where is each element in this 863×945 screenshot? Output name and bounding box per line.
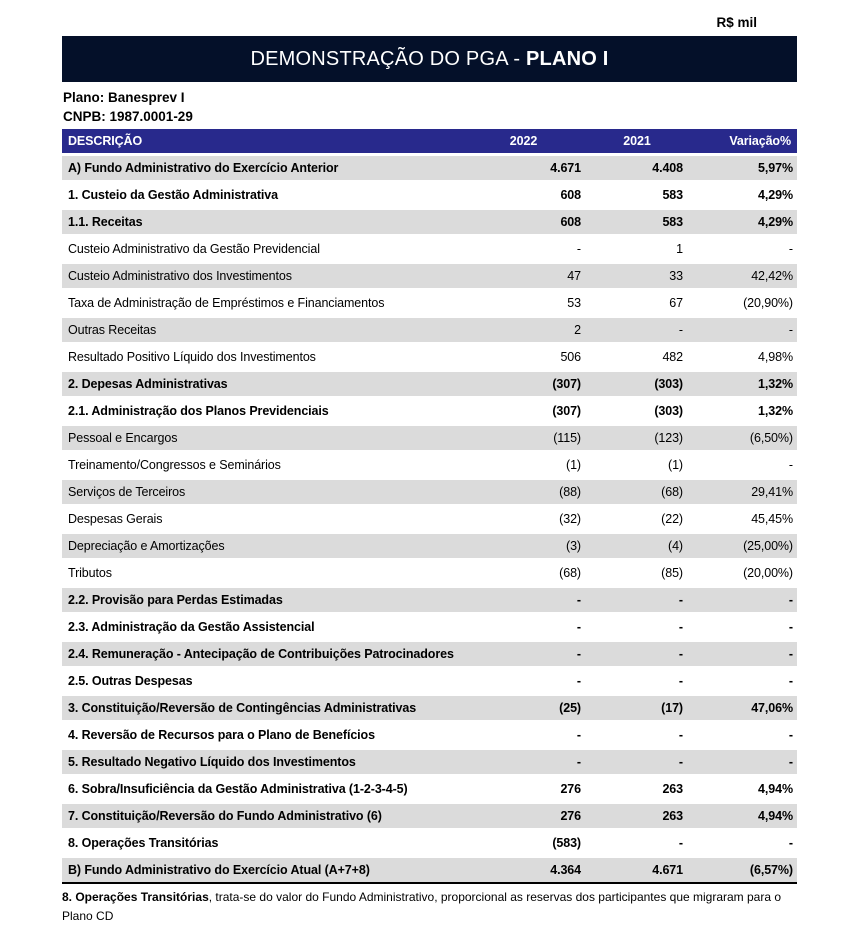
row-variation: -: [687, 641, 797, 668]
cnpb-line: CNPB: 1987.0001-29: [63, 109, 193, 124]
row-variation: -: [687, 830, 797, 857]
row-variation: (6,57%): [687, 857, 797, 884]
row-description: A) Fundo Administrativo do Exercício Anterior: [62, 155, 460, 182]
table-row: [62, 506, 797, 533]
table-row: [62, 560, 797, 587]
row-value-2022: -: [460, 749, 585, 776]
row-value-2022: 608: [460, 209, 585, 236]
row-variation: -: [687, 452, 797, 479]
row-description: 2.5. Outras Despesas: [62, 668, 460, 695]
table-body: [62, 155, 797, 884]
row-description: 2. Depesas Administrativas: [62, 371, 460, 398]
table-row: [62, 398, 797, 425]
table-row: [62, 722, 797, 749]
column-header-description: DESCRIÇÃO: [62, 129, 460, 155]
row-description: Taxa de Administração de Empréstimos e Financiamentos: [62, 290, 460, 317]
row-value-2021: (85): [585, 560, 687, 587]
row-value-2022: -: [460, 641, 585, 668]
row-variation: 45,45%: [687, 506, 797, 533]
row-variation: 5,97%: [687, 155, 797, 182]
table-row: [62, 479, 797, 506]
row-description: 1. Custeio da Gestão Administrativa: [62, 182, 460, 209]
row-value-2022: 2: [460, 317, 585, 344]
table-row: [62, 533, 797, 560]
row-value-2022: (307): [460, 371, 585, 398]
row-description: Custeio Administrativo da Gestão Previdencial: [62, 236, 460, 263]
row-value-2022: (32): [460, 506, 585, 533]
row-value-2021: -: [585, 749, 687, 776]
row-value-2022: 47: [460, 263, 585, 290]
row-value-2022: 4.364: [460, 857, 585, 884]
row-value-2021: 1: [585, 236, 687, 263]
table-row: [62, 749, 797, 776]
row-value-2022: 53: [460, 290, 585, 317]
table-row: [62, 317, 797, 344]
table-row: [62, 344, 797, 371]
row-description: Tributos: [62, 560, 460, 587]
row-value-2021: -: [585, 614, 687, 641]
row-value-2021: (17): [585, 695, 687, 722]
row-variation: -: [687, 722, 797, 749]
row-variation: (25,00%): [687, 533, 797, 560]
row-variation: -: [687, 614, 797, 641]
table-row: [62, 263, 797, 290]
row-value-2021: 67: [585, 290, 687, 317]
row-variation: 42,42%: [687, 263, 797, 290]
table-row: [62, 182, 797, 209]
row-variation: (20,00%): [687, 560, 797, 587]
row-description: 6. Sobra/Insuficiência da Gestão Administrativa (1-2-3-4-5): [62, 776, 460, 803]
row-description: B) Fundo Administrativo do Exercício Atual (A+7+8): [62, 857, 460, 884]
row-value-2022: (3): [460, 533, 585, 560]
row-value-2021: 263: [585, 776, 687, 803]
table-header: [62, 129, 797, 155]
table-row: [62, 425, 797, 452]
row-description: Outras Receitas: [62, 317, 460, 344]
row-variation: 1,32%: [687, 398, 797, 425]
pga-statement-table: [62, 129, 797, 884]
footnote-bold-lead: 8. Operações Transitórias: [62, 890, 209, 904]
row-value-2021: -: [585, 830, 687, 857]
row-value-2022: (68): [460, 560, 585, 587]
row-description: 2.1. Administração dos Planos Previdenciais: [62, 398, 460, 425]
row-value-2021: 482: [585, 344, 687, 371]
row-value-2021: (1): [585, 452, 687, 479]
row-description: Resultado Positivo Líquido dos Investimentos: [62, 344, 460, 371]
plan-info-block: [62, 89, 797, 126]
row-description: 7. Constituição/Reversão do Fundo Administrativo (6): [62, 803, 460, 830]
row-value-2022: (115): [460, 425, 585, 452]
row-value-2022: 608: [460, 182, 585, 209]
row-value-2021: (303): [585, 398, 687, 425]
row-description: Treinamento/Congressos e Seminários: [62, 452, 460, 479]
table-row: [62, 371, 797, 398]
report-title-regular: DEMONSTRAÇÃO DO PGA -: [250, 47, 527, 70]
row-value-2022: -: [460, 668, 585, 695]
row-variation: (6,50%): [687, 425, 797, 452]
row-value-2021: (4): [585, 533, 687, 560]
row-value-2022: -: [460, 722, 585, 749]
row-description: Despesas Gerais: [62, 506, 460, 533]
row-description: 3. Constituição/Reversão de Contingências Administrativas: [62, 695, 460, 722]
table-header-row: [62, 129, 797, 155]
column-header-2021: 2021: [585, 129, 687, 155]
row-value-2021: (22): [585, 506, 687, 533]
table-row: [62, 209, 797, 236]
table-row: [62, 290, 797, 317]
row-value-2022: (307): [460, 398, 585, 425]
footnote: [62, 888, 797, 926]
table-row: [62, 641, 797, 668]
row-value-2021: 583: [585, 209, 687, 236]
row-variation: 4,29%: [687, 209, 797, 236]
row-value-2022: (88): [460, 479, 585, 506]
row-value-2022: 4.671: [460, 155, 585, 182]
row-value-2022: (1): [460, 452, 585, 479]
report-title-banner: [62, 36, 797, 82]
row-description: 4. Reversão de Recursos para o Plano de Benefícios: [62, 722, 460, 749]
row-value-2021: 263: [585, 803, 687, 830]
column-header-2022: 2022: [460, 129, 585, 155]
row-value-2021: -: [585, 668, 687, 695]
table-row: [62, 776, 797, 803]
row-variation: 4,94%: [687, 776, 797, 803]
table-row: [62, 668, 797, 695]
table-row: [62, 155, 797, 182]
row-value-2021: (123): [585, 425, 687, 452]
row-variation: 1,32%: [687, 371, 797, 398]
row-value-2022: (583): [460, 830, 585, 857]
row-description: 1.1. Receitas: [62, 209, 460, 236]
row-description: 8. Operações Transitórias: [62, 830, 460, 857]
row-value-2021: -: [585, 641, 687, 668]
row-description: Depreciação e Amortizações: [62, 533, 460, 560]
row-value-2022: -: [460, 614, 585, 641]
row-value-2021: 4.408: [585, 155, 687, 182]
row-variation: (20,90%): [687, 290, 797, 317]
report-content: [62, 14, 797, 926]
table-row: [62, 587, 797, 614]
column-header-variation: Variação%: [687, 129, 797, 155]
row-value-2022: -: [460, 587, 585, 614]
row-description: 2.3. Administração da Gestão Assistencial: [62, 614, 460, 641]
table-row: [62, 236, 797, 263]
table-row: [62, 857, 797, 884]
row-value-2022: 506: [460, 344, 585, 371]
row-variation: 4,29%: [687, 182, 797, 209]
table-row: [62, 830, 797, 857]
table-row: [62, 695, 797, 722]
footnote-text: , trata-se do valor do Fundo Administrativo, proporcional as reservas dos participantes que migraram para o Plano CD: [62, 890, 782, 923]
row-description: Custeio Administrativo dos Investimentos: [62, 263, 460, 290]
row-variation: -: [687, 587, 797, 614]
row-value-2022: (25): [460, 695, 585, 722]
row-variation: 4,98%: [687, 344, 797, 371]
table-row: [62, 803, 797, 830]
row-variation: 29,41%: [687, 479, 797, 506]
row-value-2021: (303): [585, 371, 687, 398]
row-description: 5. Resultado Negativo Líquido dos Investimentos: [62, 749, 460, 776]
row-value-2021: 583: [585, 182, 687, 209]
row-value-2021: 33: [585, 263, 687, 290]
table-row: [62, 452, 797, 479]
row-variation: -: [687, 749, 797, 776]
row-value-2022: 276: [460, 776, 585, 803]
row-description: Serviços de Terceiros: [62, 479, 460, 506]
currency-unit-label: R$ mil: [716, 15, 757, 30]
row-value-2021: 4.671: [585, 857, 687, 884]
row-value-2021: -: [585, 317, 687, 344]
report-title-plan: PLANO I: [526, 47, 609, 70]
row-value-2021: -: [585, 587, 687, 614]
table-row: [62, 614, 797, 641]
row-value-2021: (68): [585, 479, 687, 506]
row-description: Pessoal e Encargos: [62, 425, 460, 452]
row-value-2021: -: [585, 722, 687, 749]
row-variation: -: [687, 317, 797, 344]
row-description: 2.2. Provisão para Perdas Estimadas: [62, 587, 460, 614]
row-variation: 4,94%: [687, 803, 797, 830]
row-variation: -: [687, 236, 797, 263]
row-value-2022: -: [460, 236, 585, 263]
row-description: 2.4. Remuneração - Antecipação de Contribuições Patrocinadores: [62, 641, 460, 668]
row-value-2022: 276: [460, 803, 585, 830]
row-variation: 47,06%: [687, 695, 797, 722]
plan-name-line: Plano: Banesprev I: [63, 90, 185, 105]
row-variation: -: [687, 668, 797, 695]
